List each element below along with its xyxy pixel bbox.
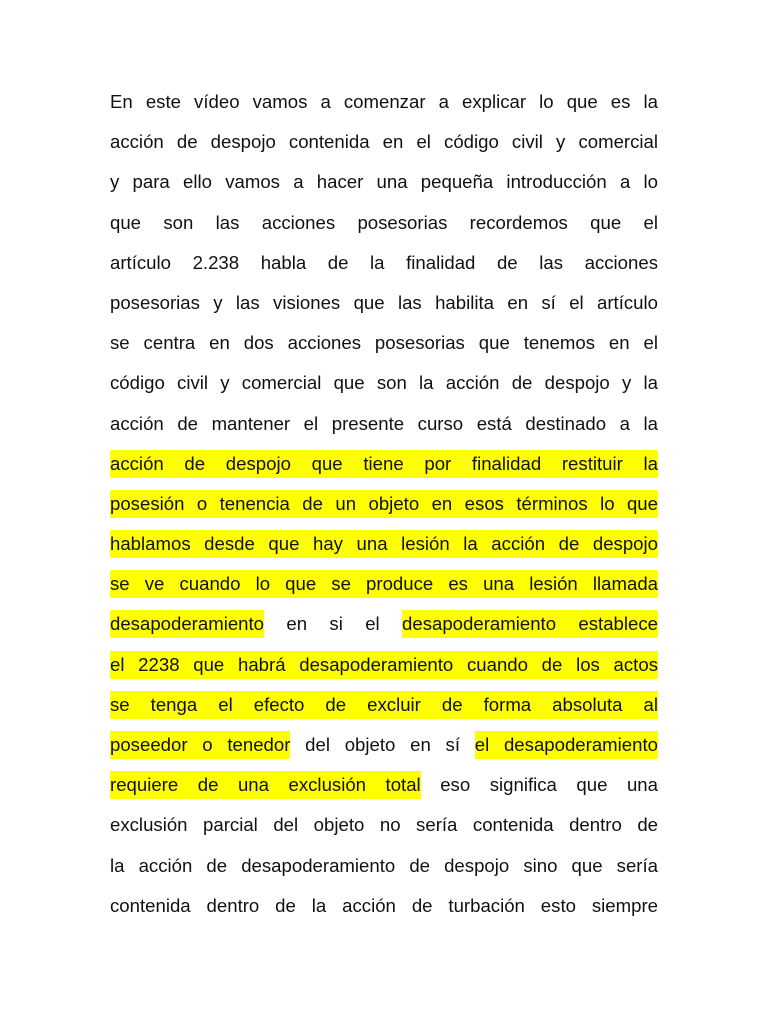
text-segment: contenida dentro de la acción de turbación esto siempre	[110, 894, 658, 916]
text-line	[110, 444, 658, 484]
highlighted-text: acción de despojo que tiene por finalidad restituir la	[110, 450, 658, 478]
text-line	[110, 725, 658, 765]
highlighted-text: requiere de una exclusión total	[110, 771, 421, 799]
body-text	[110, 82, 658, 926]
text-line	[110, 122, 658, 162]
text-line	[110, 685, 658, 725]
text-line	[110, 404, 658, 444]
highlighted-text: el 2238 que habrá desapoderamiento cuando de los actos	[110, 651, 658, 679]
highlighted-text: se ve cuando lo que se produce es una lesión llamada	[110, 570, 658, 598]
text-segment: eso significa que una	[420, 774, 658, 796]
text-segment: que son las acciones posesorias recordemos que el	[110, 211, 658, 233]
text-segment: y para ello vamos a hacer una pequeña introducción a lo	[110, 171, 658, 193]
text-segment: posesorias y las visiones que las habilita en sí el artículo	[110, 291, 658, 313]
highlighted-text: desapoderamiento	[110, 610, 264, 638]
text-line	[110, 564, 658, 604]
text-segment: en si el	[264, 613, 403, 635]
text-segment: acción de mantener el presente curso está destinado a la	[110, 412, 658, 434]
text-line	[110, 484, 658, 524]
text-segment: se centra en dos acciones posesorias que tenemos en el	[110, 332, 658, 354]
text-segment: artículo 2.238 habla de la finalidad de las acciones	[110, 251, 658, 273]
text-segment: del objeto en sí	[290, 734, 475, 755]
text-segment: acción de despojo contenida en el código civil y comercial	[110, 131, 658, 153]
text-line	[110, 805, 658, 845]
highlighted-text: posesión o tenencia de un objeto en esos términos lo que	[110, 490, 658, 518]
text-segment: la acción de desapoderamiento de despojo sino que sería	[110, 854, 658, 876]
text-segment: En este vídeo vamos a comenzar a explicar lo que es la	[110, 91, 658, 112]
text-line	[110, 203, 658, 243]
text-line	[110, 323, 658, 363]
text-line	[110, 765, 658, 805]
text-segment: código civil y comercial que son la acción de despojo y la	[110, 372, 658, 394]
highlighted-text: desapoderamiento establece	[402, 610, 658, 638]
text-line	[110, 524, 658, 564]
highlighted-text: el desapoderamiento	[475, 731, 658, 759]
text-line	[110, 283, 658, 323]
highlighted-text: poseedor o tenedor	[110, 731, 290, 759]
highlighted-text: hablamos desde que hay una lesión la acción de despojo	[110, 530, 658, 558]
text-segment: exclusión parcial del objeto no sería contenida dentro de	[110, 814, 658, 836]
text-line	[110, 82, 658, 122]
text-line	[110, 886, 658, 926]
highlighted-text: se tenga el efecto de excluir de forma absoluta al	[110, 691, 658, 719]
text-line	[110, 363, 658, 403]
text-line	[110, 162, 658, 202]
text-line	[110, 604, 658, 644]
text-line	[110, 846, 658, 886]
text-line	[110, 243, 658, 283]
text-line	[110, 645, 658, 685]
